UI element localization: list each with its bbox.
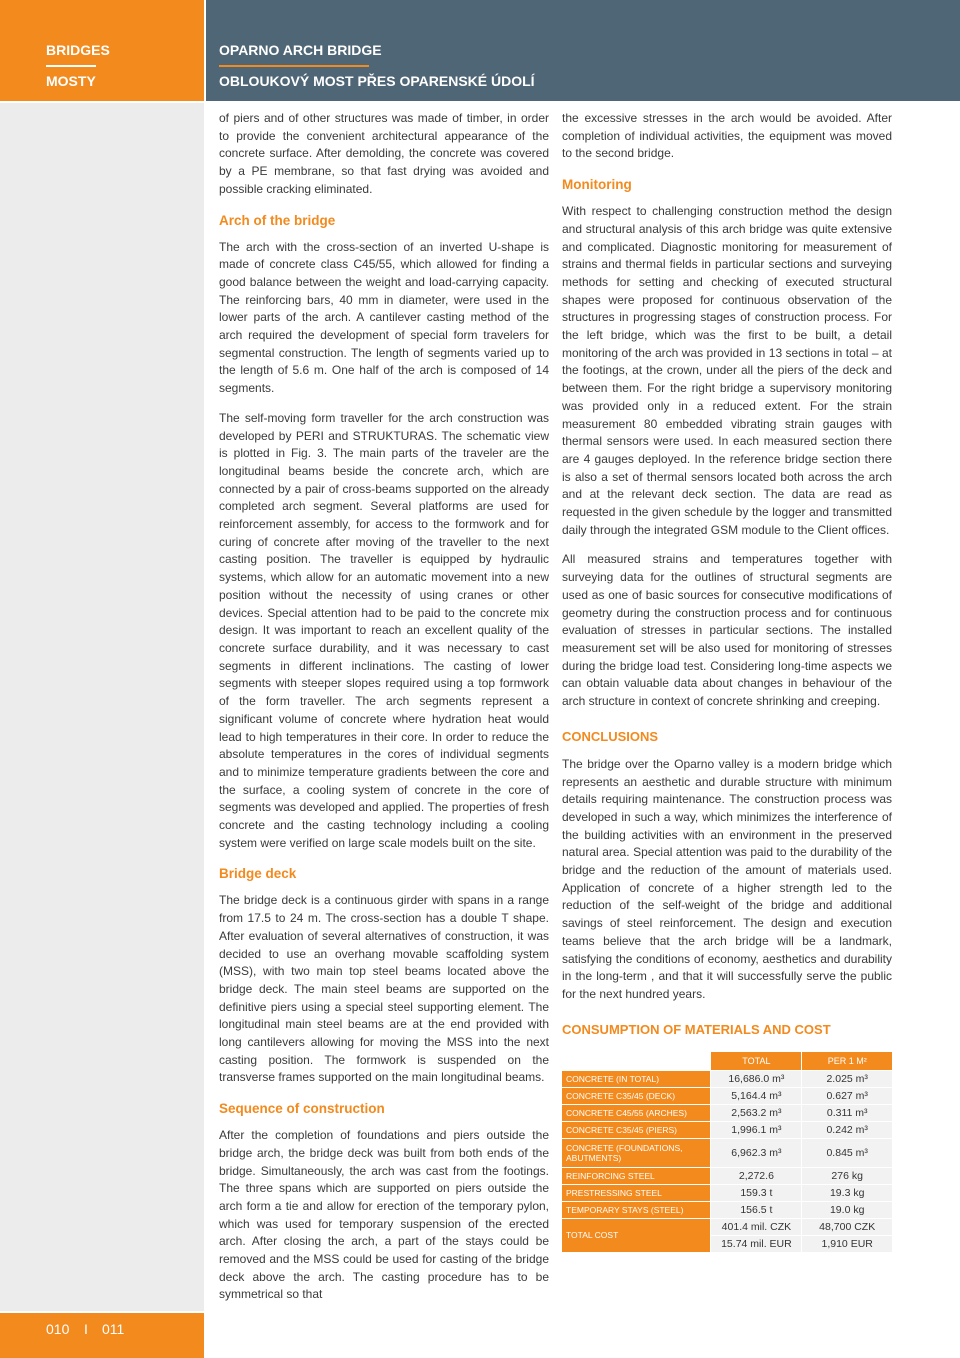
left-column [219,110,549,1316]
row-label: CONCRETE C35/45 (PIERS) [562,1122,710,1138]
table-row [562,1088,892,1104]
title-divider [219,65,369,67]
sidebar [0,103,204,1311]
row-per-m2: 0.845 m³ [802,1139,892,1167]
row-total: 1,996.1 m³ [711,1122,801,1138]
table-row [562,1185,892,1201]
row-label: CONCRETE (FOUNDATIONS, ABUTMENTS) [562,1139,710,1167]
arch-paragraph-1: The arch with the cross-section of an inverted U-shape is made of concrete class C45/55, which allowed for finding a good balance between the weight and load-carrying capacity. The reinforcing bars, 40 mm in diameter, were used in the lower parts of the arch. A cantilever casting method of the arch required the development of special form travelers for segmental construction. The length of segments varied up to the length of 5.6 m. One half of the arch is composed of 14 segments. [219,239,549,396]
row-label: TEMPORARY STAYS (STEEL) [562,1202,710,1218]
row-total: 2,272.6 [711,1168,801,1184]
row-label: REINFORCING STEEL [562,1168,710,1184]
conclusions-paragraph: The bridge over the Oparno valley is a modern bridge which represents an aesthetic and durable structure with minimum details requiring maintenance. The construction process was developed in such a way, which minimizes the interference of the building activities with an environment in the preserved natural area. Special attention was paid to the durability of the bridge and the reduction of the amount of materials used. Application of concrete of a higher strength led to the reduction of the self-weight of the bridge and additional savings of steel reinforcement. The design and execution teams believe that the arch bridge will be a landmark, satisfying the conditions of economy, aesthetics and durability in the long-term , and that it will successfully serve the public for the next hundred years. [562,756,892,1001]
row-per-m2: 276 kg [802,1168,892,1184]
page-number-left: 010 [46,1321,70,1337]
monitoring-heading: Monitoring [562,177,632,193]
section-title: BRIDGES [46,42,110,58]
row-total: 6,962.3 m³ [711,1139,801,1167]
cost-eur-total: 15.74 mil. EUR [711,1236,801,1252]
row-total: 156.5 t [711,1202,801,1218]
row-total: 16,686.0 m³ [711,1071,801,1087]
table-row [562,1122,892,1138]
deck-heading: Bridge deck [219,866,297,882]
row-per-m2: 19.0 kg [802,1202,892,1218]
row-total: 159.3 t [711,1185,801,1201]
consumption-table [561,1051,893,1253]
table-row [562,1071,892,1087]
row-per-m2: 0.627 m³ [802,1088,892,1104]
table-header-blank [562,1052,710,1070]
table-header-row [562,1052,892,1070]
table-row [562,1202,892,1218]
section-divider [46,65,96,67]
consumption-heading: CONSUMPTION OF MATERIALS AND COST [562,1021,831,1037]
row-total: 5,164.4 m³ [711,1088,801,1104]
row-per-m2: 0.242 m³ [802,1122,892,1138]
sequence-heading: Sequence of construction [219,1101,385,1117]
table-header-per-m2: PER 1 M² [802,1052,892,1070]
row-label-total-cost: TOTAL COST [562,1219,710,1252]
row-per-m2: 2.025 m³ [802,1071,892,1087]
table-row [562,1105,892,1121]
intro-paragraph: of piers and of other structures was made of timber, in order to provide the convenient architectural appearance of the concrete surface. After demolding, the concrete was covered by a PE membrane, so that fast drying was avoided and possible cracking eliminated. [219,111,549,196]
sequence-paragraph: After the completion of foundations and piers outside the bridge arch, the bridge deck was built from both ends of the bridge. Simultaneously, the arch was cast from the footings. The three spans which are supported on piers outside the arch form a tie and allow for erection of the temporary pylon, which was used for temporary suspension of the erected arch. After closing the arch, a part of the stays could be removed and the MSS could be used for casting of the bridge deck above the arch. The casting procedure has to be symmetrical so that [219,1128,549,1302]
header-section-block [0,0,204,101]
page-number-separator: I [84,1321,88,1337]
header-title-block [206,0,960,101]
table-row-cost-czk [562,1219,892,1235]
page-subtitle: OBLOUKOVÝ MOST PŘES OPARENSKÉ ÚDOLÍ [219,73,535,89]
page-number-right: 011 [102,1321,125,1337]
monitoring-paragraph-2: All measured strains and temperatures together with surveying data for the outlines of structural segments are used as one of basic sources for consecutive modifications of geometry during the construction process and for continuous evaluation of stresses in particular sections. The installed measurement set will be also used for monitoring of stresses during the bridge load test. Considering long-time aspects we can obtain valuable data about changes in behaviour of the arch structure in context of concrete shrinking and creeping. [562,552,892,709]
right-intro-paragraph: the excessive stresses in the arch would be avoided. After completion of individual activities, the equipment was moved to the second bridge. [562,111,892,161]
row-per-m2: 0.311 m³ [802,1105,892,1121]
row-per-m2: 19.3 kg [802,1185,892,1201]
cost-czk-per-m2: 48,700 CZK [802,1219,892,1235]
page-title: OPARNO ARCH BRIDGE [219,42,382,58]
row-total: 2,563.2 m³ [711,1105,801,1121]
monitoring-paragraph-1: With respect to challenging construction method the design and structural analysis of this arch bridge was quite extensive and complicated. Diagnostic monitoring for measurement of strains and thermal fields in particular sections and surveying methods for setting and checking of executed structural shapes were proposed for continuous observation of the structures in progressing stages of construction process. For the left bridge, which was the first to be built, a detail monitoring of the arch was provided in 13 sections in total – at the footings, at the crown, under all the piers of the deck and between them. For the right bridge a supervisory monitoring was provided only in a reduced extent. For the strain measurement 80 embedded vibrating strain gauges with thermal sensors were used. In each measured section there are 4 gauges deployed. In the reference bridge section there is also a set of thermal sensors located both across the arch and at the relevant deck section. The data are read as requested in the given schedule by the logger and transmitted daily through the integrated GSM module to the Client offices. [562,204,892,537]
table-row [562,1168,892,1184]
row-label: CONCRETE C35/45 (DECK) [562,1088,710,1104]
page-number-box [0,1313,204,1358]
deck-paragraph: The bridge deck is a continuous girder with spans in a range from 17.5 to 24 m. The cross-section has a double T shape. After evaluation of several alternatives of construction, it was decided to use an overhang movable scaffolding system (MSS), with two main top steel beams located above the bridge deck. The main steel beams are supported on the definitive piers using a special steel supporting element. The longitudinal main steel beams are at the end provided with long cantilevers allowing for moving the MSS into the next casting position. The formwork is suspended on the transverse frames supported on the main longitudinal beams. [219,893,549,1085]
table-header-total: TOTAL [711,1052,801,1070]
cost-czk-total: 401.4 mil. CZK [711,1219,801,1235]
right-column [562,110,892,1253]
row-label: CONCRETE C45/55 (ARCHES) [562,1105,710,1121]
conclusions-heading: CONCLUSIONS [562,728,659,744]
section-title-czech: MOSTY [46,73,96,89]
arch-paragraph-2: The self-moving form traveller for the arch construction was developed by PERI and STRUKTURAS. The schematic view is plotted in Fig. 3. The main parts of the traveler are the longitudinal beams beside the concrete arch, which are connected by a pair of cross-beams supported on the already completed arch segment. Several platforms are used for reinforcement assembly, for access to the formwork and for curing of concrete after moving of the traveller to the next casting position. The traveller is equipped by hydraulic systems, which allow for an automatic movement into a new position without the necessity of using cranes or other devices. Special attention had to be paid to the concrete mix design. It was important to reach an excellent quality of the concrete surface durability, and it was necessary to cast segments in different inclinations. The casting of lower segments with steeper slopes required using a top formwork of the form traveller. The arch segments represent a significant volume of concrete where hydration heat would lead to high temperatures in their core. In order to reduce the absolute temperatures in the cores of individual segments and to minimize temperature gradients between the core and the surface, a cooling system of concrete in the core of segments was developed and applied. The properties of fresh concrete and the casting technology including a cooling system were verified on large scale models built on the site. [219,410,549,850]
row-label: CONCRETE (IN TOTAL) [562,1071,710,1087]
arch-heading: Arch of the bridge [219,212,336,228]
table-row [562,1139,892,1167]
cost-eur-per-m2: 1,910 EUR [802,1236,892,1252]
row-label: PRESTRESSING STEEL [562,1185,710,1201]
